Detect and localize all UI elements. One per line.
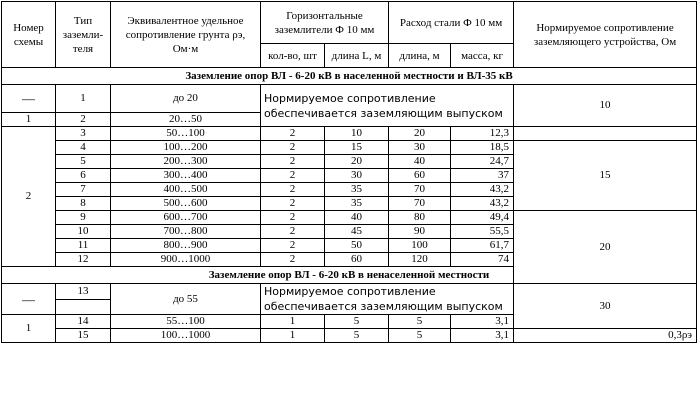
count-cell: 2	[261, 127, 325, 141]
resistivity-cell: 20…50	[111, 113, 261, 127]
type-cell: 8	[56, 197, 111, 211]
section-title-row	[2, 68, 697, 85]
resistivity-cell: 100…1000	[111, 329, 261, 343]
type-cell: 1	[56, 85, 111, 113]
header-horizontal: Горизонтальные заземлители Ф 10 мм	[261, 2, 389, 44]
resistivity-cell: 50…100	[111, 127, 261, 141]
type-cell	[56, 299, 111, 315]
count-cell: 1	[261, 315, 325, 329]
steel-length-cell: 20	[389, 127, 451, 141]
resistivity-cell: 800…900	[111, 239, 261, 253]
length-cell: 15	[325, 141, 389, 155]
mass-cell: 43,2	[451, 183, 514, 197]
type-cell: 3	[56, 127, 111, 141]
mass-cell: 12,3	[451, 127, 514, 141]
scheme-cell: 1	[2, 315, 56, 343]
type-cell: 13	[56, 284, 111, 300]
header-type: Тип заземли-теля	[56, 2, 111, 68]
steel-length-cell: 60	[389, 169, 451, 183]
steel-length-cell: 80	[389, 211, 451, 225]
resistivity-cell: до 20	[111, 85, 261, 113]
count-cell: 2	[261, 253, 325, 267]
resistivity-cell: 700…800	[111, 225, 261, 239]
resistivity-cell: 100…200	[111, 141, 261, 155]
mass-cell: 49,4	[451, 211, 514, 225]
mass-cell: 24,7	[451, 155, 514, 169]
section-title-row	[2, 267, 697, 284]
count-cell: 2	[261, 197, 325, 211]
steel-length-cell: 100	[389, 239, 451, 253]
table-row	[2, 211, 697, 225]
mass-cell: 55,5	[451, 225, 514, 239]
count-cell: 2	[261, 239, 325, 253]
type-cell: 2	[56, 113, 111, 127]
scheme-cell: 1	[2, 113, 56, 127]
length-cell: 5	[325, 315, 389, 329]
resistivity-cell: 300…400	[111, 169, 261, 183]
table-row	[2, 329, 697, 343]
steel-length-cell: 70	[389, 197, 451, 211]
norm-cell: 10	[514, 85, 697, 127]
norm-cell	[514, 127, 697, 141]
length-cell: 5	[325, 329, 389, 343]
resistivity-cell: 900…1000	[111, 253, 261, 267]
length-cell: 45	[325, 225, 389, 239]
count-cell: 2	[261, 155, 325, 169]
resistivity-cell: 600…700	[111, 211, 261, 225]
merged-note: Нормируемое сопротивление обеспечивается заземляющим выпуском	[261, 85, 514, 127]
mass-cell: 61,7	[451, 239, 514, 253]
resistivity-cell: до 55	[111, 284, 261, 315]
resistivity-cell: 200…300	[111, 155, 261, 169]
merged-note: Нормируемое сопротивление обеспечивается заземляющим выпуском	[261, 284, 514, 315]
header-norm: Нормируемое сопротивление заземляющего устройства, Ом	[514, 2, 697, 68]
type-cell: 5	[56, 155, 111, 169]
length-cell: 30	[325, 169, 389, 183]
count-cell: 2	[261, 211, 325, 225]
mass-cell: 43,2	[451, 197, 514, 211]
steel-length-cell: 5	[389, 329, 451, 343]
header-length: длина L, м	[325, 44, 389, 68]
table-row	[2, 127, 697, 141]
grounding-table	[1, 1, 697, 343]
resistivity-cell: 55…100	[111, 315, 261, 329]
count-cell: 2	[261, 141, 325, 155]
length-cell: 35	[325, 183, 389, 197]
section-title: Заземление опор ВЛ - 6-20 кВ в ненаселенной местности	[2, 267, 697, 284]
norm-cell: 0,3ρэ	[514, 329, 697, 343]
mass-cell: 74	[451, 253, 514, 267]
mass-cell: 37	[451, 169, 514, 183]
type-cell: 4	[56, 141, 111, 155]
count-cell: 2	[261, 183, 325, 197]
length-cell: 50	[325, 239, 389, 253]
scheme-cell: 2	[2, 127, 56, 267]
type-cell: 15	[56, 329, 111, 343]
count-cell: 2	[261, 225, 325, 239]
header-steel-length: длина, м	[389, 44, 451, 68]
header-mass: масса, кг	[451, 44, 514, 68]
length-cell: 35	[325, 197, 389, 211]
length-cell: 20	[325, 155, 389, 169]
mass-cell: 18,5	[451, 141, 514, 155]
steel-length-cell: 30	[389, 141, 451, 155]
resistivity-cell: 400…500	[111, 183, 261, 197]
header-resistivity: Эквивалентное удельное сопротивление грунта ρэ, Ом·м	[111, 2, 261, 68]
steel-length-cell: 120	[389, 253, 451, 267]
type-cell: 12	[56, 253, 111, 267]
norm-cell: 20	[514, 211, 697, 284]
header-steel: Расход стали Ф 10 мм	[389, 2, 514, 44]
length-cell: 10	[325, 127, 389, 141]
mass-cell: 3,1	[451, 315, 514, 329]
type-cell: 9	[56, 211, 111, 225]
count-cell: 1	[261, 329, 325, 343]
length-cell: 40	[325, 211, 389, 225]
count-cell: 2	[261, 169, 325, 183]
length-cell: 60	[325, 253, 389, 267]
type-cell: 11	[56, 239, 111, 253]
header-count: кол-во, шт	[261, 44, 325, 68]
header-row-1	[2, 2, 697, 44]
norm-cell: 15	[514, 141, 697, 211]
steel-length-cell: 90	[389, 225, 451, 239]
steel-length-cell: 40	[389, 155, 451, 169]
table-row	[2, 85, 697, 113]
header-scheme-no: Номер схемы	[2, 2, 56, 68]
table-row	[2, 141, 697, 155]
scheme-cell: —	[2, 85, 56, 113]
table-row	[2, 284, 697, 300]
type-cell: 6	[56, 169, 111, 183]
norm-cell: 30	[514, 284, 697, 329]
section-title: Заземление опор ВЛ - 6-20 кВ в населенной местности и ВЛ-35 кВ	[2, 68, 697, 85]
scheme-cell: —	[2, 284, 56, 315]
resistivity-cell: 500…600	[111, 197, 261, 211]
mass-cell: 3,1	[451, 329, 514, 343]
steel-length-cell: 5	[389, 315, 451, 329]
type-cell: 7	[56, 183, 111, 197]
type-cell: 10	[56, 225, 111, 239]
type-cell: 14	[56, 315, 111, 329]
steel-length-cell: 70	[389, 183, 451, 197]
